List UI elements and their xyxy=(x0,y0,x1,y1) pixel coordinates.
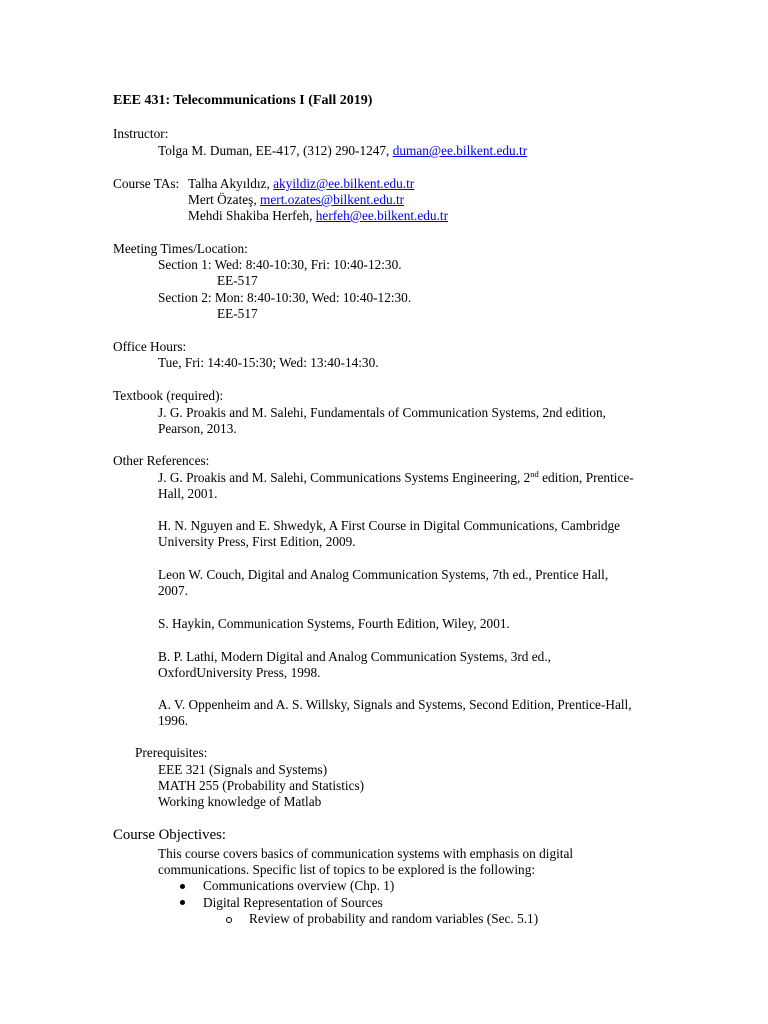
objectives-heading: Course Objectives: xyxy=(113,827,227,843)
ta-email-link[interactable]: herfeh@ee.bilkent.edu.tr xyxy=(315,208,449,223)
references-label: Other References: xyxy=(113,453,210,468)
reference-5-line-1: B. P. Lathi, Modern Digital and Analog Communication Systems, 3rd ed., xyxy=(158,649,551,664)
objective-bullet-1: Communications overview (Chp. 1) xyxy=(203,878,395,893)
objectives-line-1: This course covers basics of communication systems with emphasis on digital xyxy=(158,846,574,861)
reference-3-line-1: Leon W. Couch, Digital and Analog Communication Systems, 7th ed., Prentice Hall, xyxy=(158,567,609,582)
ta-name: Mert Özateş, xyxy=(188,192,257,207)
ta-label: Course TAs: xyxy=(113,176,180,191)
reference-1-line-1 xyxy=(158,470,634,486)
office-hours-label: Office Hours: xyxy=(113,339,187,354)
objective-sub-bullet-1: Review of probability and random variables (Sec. 5.1) xyxy=(249,911,539,926)
ta-email-link[interactable]: mert.ozates@bilkent.edu.tr xyxy=(260,192,405,207)
textbook-line-1: J. G. Proakis and M. Salehi, Fundamentals of Communication Systems, 2nd edition, xyxy=(158,405,607,420)
course-title: EEE 431: Telecommunications I (Fall 2019) xyxy=(113,93,373,108)
ta-name: Mehdi Shakiba Herfeh, xyxy=(188,208,313,223)
section-2-times: Section 2: Mon: 8:40-10:30, Wed: 10:40-12:30. xyxy=(158,290,412,305)
textbook-line-2: Pearson, 2013. xyxy=(158,421,237,436)
meeting-label: Meeting Times/Location: xyxy=(113,241,248,256)
prerequisite-item: MATH 255 (Probability and Statistics) xyxy=(158,778,365,793)
reference-5-line-2: OxfordUniversity Press, 1998. xyxy=(158,665,321,680)
bullet-icon xyxy=(180,884,185,889)
ta-name: Talha Akyıldız, xyxy=(188,176,270,191)
ta-row-2 xyxy=(188,192,404,208)
reference-3-line-2: 2007. xyxy=(158,583,188,598)
reference-2-line-2: University Press, First Edition, 2009. xyxy=(158,534,356,549)
section-1-room: EE-517 xyxy=(217,273,258,288)
reference-1-superscript: nd xyxy=(530,469,539,479)
prerequisite-item: Working knowledge of Matlab xyxy=(158,794,322,809)
office-hours-text: Tue, Fri: 14:40-15:30; Wed: 13:40-14:30. xyxy=(158,355,379,370)
hollow-bullet-icon xyxy=(226,917,232,923)
reference-1-text: J. G. Proakis and M. Salehi, Communications Systems Engineering, 2 xyxy=(158,470,531,485)
section-1-times: Section 1: Wed: 8:40-10:30, Fri: 10:40-12:30. xyxy=(158,257,402,272)
reference-2-line-1: H. N. Nguyen and E. Shwedyk, A First Course in Digital Communications, Cambridge xyxy=(158,518,621,533)
ta-row-3 xyxy=(188,208,448,224)
prerequisite-item: EEE 321 (Signals and Systems) xyxy=(158,762,328,777)
section-2-room: EE-517 xyxy=(217,306,258,321)
instructor-text: Tolga M. Duman, EE-417, (312) 290-1247, xyxy=(158,143,390,158)
reference-6-line-2: 1996. xyxy=(158,713,188,728)
objectives-line-2: communications. Specific list of topics to be explored is the following: xyxy=(158,862,536,877)
ta-row-1 xyxy=(188,176,414,192)
objective-bullet-2: Digital Representation of Sources xyxy=(203,895,383,910)
instructor-email-link[interactable]: duman@ee.bilkent.edu.tr xyxy=(392,143,528,158)
reference-6-line-1: A. V. Oppenheim and A. S. Willsky, Signals and Systems, Second Edition, Prentice-Hall, xyxy=(158,697,632,712)
textbook-label: Textbook (required): xyxy=(113,388,224,403)
instructor-info xyxy=(158,143,527,159)
ta-email-link[interactable]: akyildiz@ee.bilkent.edu.tr xyxy=(273,176,415,191)
reference-1-line-2: Hall, 2001. xyxy=(158,486,218,501)
bullet-icon xyxy=(180,900,185,905)
reference-4: S. Haykin, Communication Systems, Fourth Edition, Wiley, 2001. xyxy=(158,616,510,631)
instructor-label: Instructor: xyxy=(113,126,169,141)
prerequisites-label: Prerequisites: xyxy=(135,745,208,760)
reference-1-text-cont: edition, Prentice- xyxy=(538,470,634,485)
